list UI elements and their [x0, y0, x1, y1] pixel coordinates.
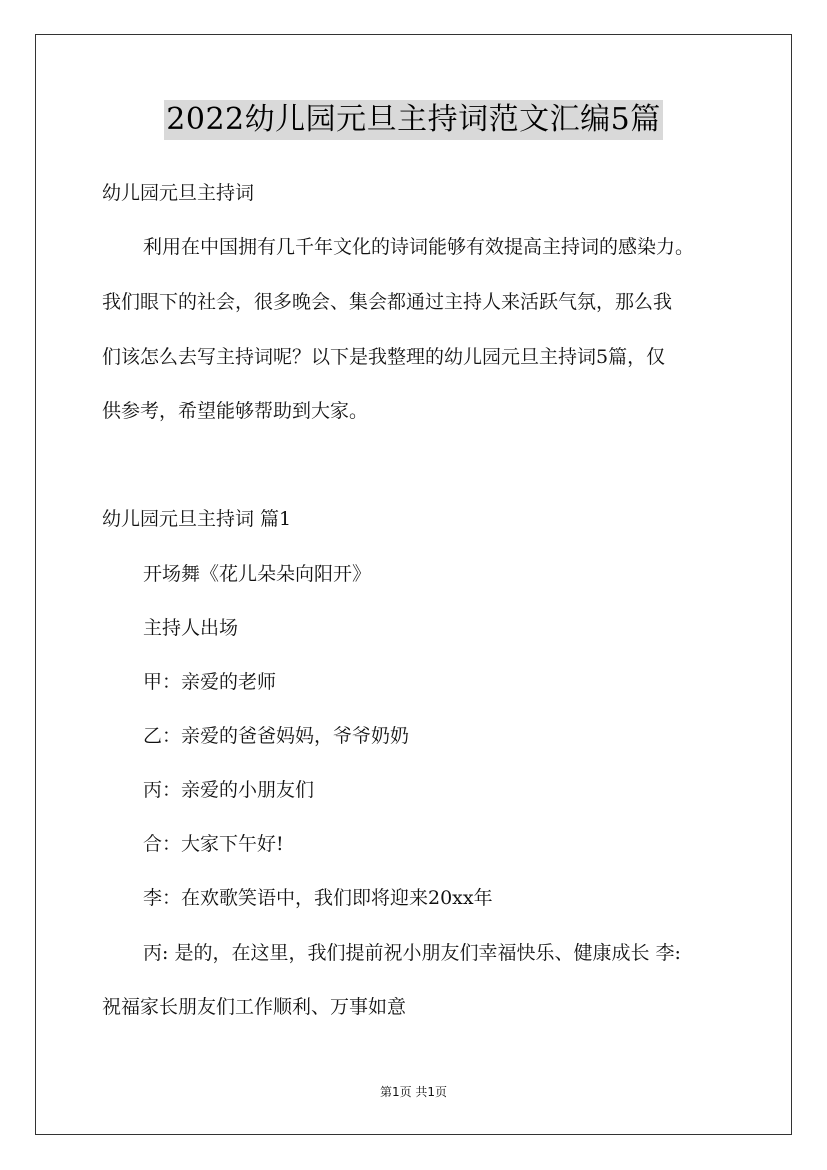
intro-line-1: 利用在中国拥有几千年文化的诗词能够有效提高主持词的感染力。	[143, 236, 695, 258]
body-line-8: 丙: 是的，在这里，我们提前祝小朋友们幸福快乐、健康成长 李:	[143, 942, 681, 964]
intro-line-4: 供参考，希望能够帮助到大家。	[102, 400, 369, 422]
intro-line-2: 我们眼下的社会，很多晚会、集会都通过主持人来活跃气氛，那么我	[102, 291, 673, 313]
section-heading: 幼儿园元旦主持词 篇1	[102, 508, 292, 530]
intro-heading: 幼儿园元旦主持词	[102, 182, 255, 204]
body-line-1: 开场舞《花儿朵朵向阳开》	[143, 563, 372, 585]
body-line-7: 李：在欢歌笑语中，我们即将迎来20xx年	[143, 887, 493, 909]
body-line-9: 祝福家长朋友们工作顺利、万事如意	[102, 996, 407, 1018]
title-container	[0, 100, 827, 140]
page-footer: 第1页 共1页	[379, 1085, 448, 1099]
body-line-6: 合：大家下午好!	[143, 833, 284, 855]
body-line-3: 甲：亲爱的老师	[143, 671, 277, 693]
body-line-2: 主持人出场	[143, 617, 239, 639]
intro-line-3: 们该怎么去写主持词呢？以下是我整理的幼儿园元旦主持词5篇，仅	[102, 346, 666, 368]
document-title: 2022幼儿园元旦主持词范文汇编5篇	[164, 100, 662, 140]
body-line-4: 乙：亲爱的爸爸妈妈，爷爷奶奶	[143, 725, 410, 747]
body-line-5: 丙：亲爱的小朋友们	[143, 779, 315, 801]
